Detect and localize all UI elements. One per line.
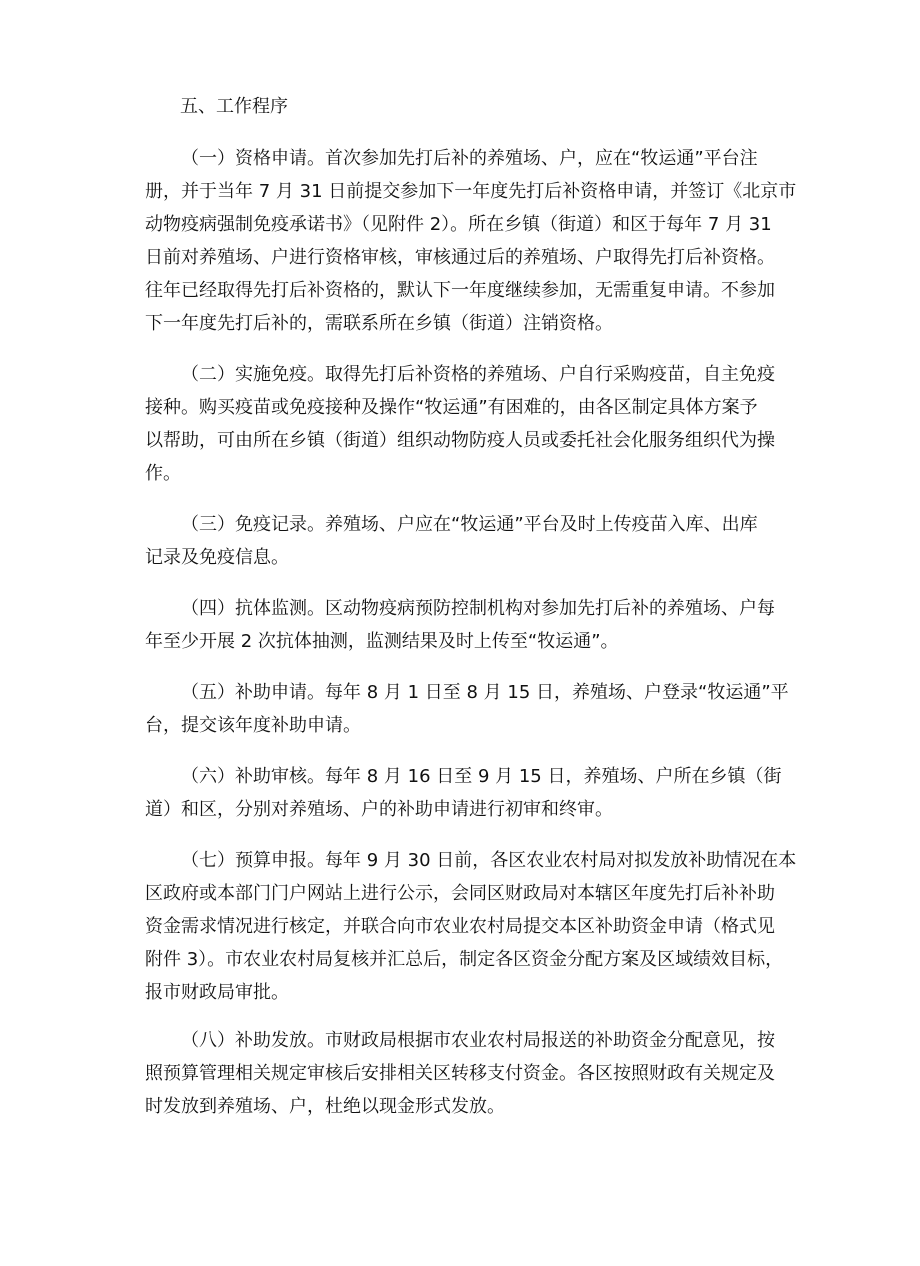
paragraph-line: 年至少开展 2 次抗体抽测，监测结果及时上传至“牧运通”。: [145, 631, 619, 652]
paragraph-line: （二）实施免疫。取得先打后补资格的养殖场、户自行采购疫苗，自主免疫: [181, 364, 775, 385]
paragraph-budget-declaration: [145, 844, 797, 1009]
paragraph-line: 台，提交该年度补助申请。: [145, 715, 361, 736]
paragraph-line: 报市财政局审批。: [145, 982, 289, 1003]
paragraph-antibody-monitoring: [145, 592, 775, 658]
paragraph-subsidy-review: [145, 760, 782, 826]
paragraph-line: （三）免疫记录。养殖场、户应在“牧运通”平台及时上传疫苗入库、出库: [181, 514, 758, 535]
paragraph-line: （五）补助申请。每年 8 月 1 日至 8 月 15 日，养殖场、户登录“牧运通”平: [181, 682, 789, 703]
section-title: 五、工作程序: [180, 96, 288, 117]
paragraph-line: （六）补助审核。每年 8 月 16 日至 9 月 15 日，养殖场、户所在乡镇（街: [181, 766, 782, 787]
paragraph-subsidy-application: [145, 676, 789, 742]
paragraph-line: 照预算管理相关规定审核后安排相关区转移支付资金。各区按照财政有关规定及: [145, 1063, 775, 1084]
paragraph-immunization-record: [145, 508, 775, 574]
paragraph-line: （七）预算申报。每年 9 月 30 日前，各区农业农村局对拟发放补助情况在本: [181, 850, 797, 871]
paragraph-subsidy-distribution: [145, 1024, 775, 1123]
paragraph-line: （八）补助发放。市财政局根据市农业农村局报送的补助资金分配意见，按: [181, 1030, 775, 1051]
paragraph-line: （四）抗体监测。区动物疫病预防控制机构对参加先打后补的养殖场、户每: [181, 598, 775, 619]
paragraph-line: 附件 3）。市农业农村局复核并汇总后，制定各区资金分配方案及区域绩效目标，: [145, 949, 784, 970]
paragraph-line: 记录及免疫信息。: [145, 547, 289, 568]
paragraph-immunization: [145, 358, 775, 490]
paragraph-line: （一）资格申请。首次参加先打后补的养殖场、户，应在“牧运通”平台注: [181, 148, 758, 169]
paragraph-line: 动物疫病强制免疫承诺书》（见附件 2）。所在乡镇（街道）和区于每年 7 月 31: [145, 214, 772, 235]
paragraph-line: 接种。购买疫苗或免疫接种及操作“牧运通”有困难的，由各区制定具体方案予: [145, 397, 758, 418]
paragraph-line: 时发放到养殖场、户，杜绝以现金形式发放。: [145, 1096, 505, 1117]
paragraph-line: 资金需求情况进行核定，并联合向市农业农村局提交本区补助资金申请（格式见: [145, 916, 775, 937]
paragraph-line: 作。: [145, 463, 181, 484]
paragraph-qualification-application: [145, 142, 797, 340]
paragraph-line: 日前对养殖场、户进行资格审核，审核通过后的养殖场、户取得先打后补资格。: [145, 247, 775, 268]
paragraph-line: 道）和区，分别对养殖场、户的补助申请进行初审和终审。: [145, 799, 613, 820]
paragraph-line: 往年已经取得先打后补资格的，默认下一年度继续参加，无需重复申请。不参加: [145, 280, 775, 301]
paragraph-line: 册，并于当年 7 月 31 日前提交参加下一年度先打后补资格申请，并签订《北京市: [145, 181, 797, 202]
paragraph-line: 下一年度先打后补的，需联系所在乡镇（街道）注销资格。: [145, 313, 613, 334]
paragraph-line: 以帮助，可由所在乡镇（街道）组织动物防疫人员或委托社会化服务组织代为操: [145, 430, 775, 451]
paragraph-line: 区政府或本部门门户网站上进行公示，会同区财政局对本辖区年度先打后补补助: [145, 883, 775, 904]
